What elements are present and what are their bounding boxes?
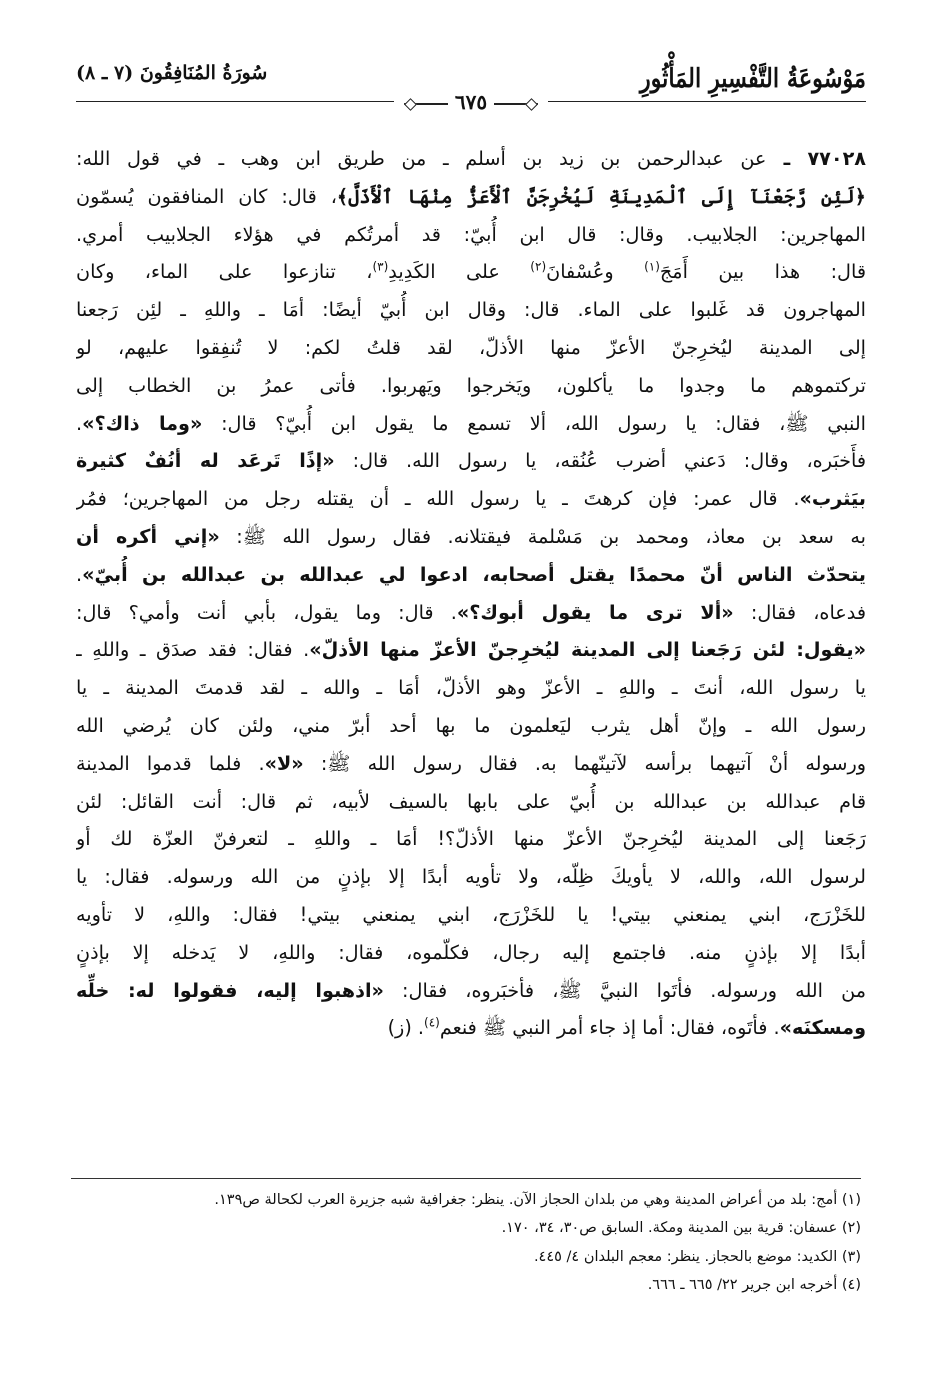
text-span: قال: هذا بين أَمَجَ bbox=[659, 260, 866, 284]
text-span: . bbox=[76, 562, 83, 586]
text-line bbox=[76, 556, 866, 594]
ornament-left bbox=[404, 99, 448, 109]
text-span: . فلما قدموا المدينة bbox=[76, 751, 265, 775]
text-line bbox=[76, 480, 866, 518]
page-number-area bbox=[76, 90, 866, 116]
text-line bbox=[76, 783, 866, 821]
footnote-4: (٤) أخرجه ابن جرير ٢٢/ ٦٦٥ ـ ٦٦٦. bbox=[647, 1277, 861, 1294]
text-line bbox=[76, 253, 866, 291]
text-span: به سعد بن معاذ، ومحمد بن مَسْلمة فيقتلانه. فقال رسول الله ﷺ: bbox=[219, 524, 866, 548]
text-span: ورسوله أنْ آتيهما برأسه لآتينّهما به. فقال رسول الله ﷺ: bbox=[303, 751, 866, 775]
text-span: رسول الله ـ وإنّ أهل يثرب ليَعلمون ما بها أحد أبرّ مني، ولئن كان يُرضي الله bbox=[76, 713, 866, 737]
prophet-quote: «ألا ترى ما يقول أبوك؟» bbox=[456, 600, 734, 624]
footnote-ref: (١) bbox=[644, 260, 660, 274]
main-text bbox=[76, 140, 866, 1047]
text-line bbox=[76, 896, 866, 934]
text-line bbox=[76, 216, 866, 254]
footnote-ref: (٤) bbox=[424, 1015, 440, 1030]
text-span: إلى المدينة ليُخرِجنّ الأعزّ منها الأذلّ، لقد قلتُ لكم: لا تُنفِقوا عليهم، لو bbox=[76, 335, 866, 359]
footnotes bbox=[71, 1186, 861, 1300]
text-span: عن عبدالرحمن بن زيد بن أسلم ـ من طريق ابن وهب ـ في قول الله: bbox=[76, 147, 767, 170]
page-number: ٦٧٥ bbox=[454, 90, 488, 114]
text-span: . قال عمر: فإن كرهتَ ـ يا رسول الله ـ أن يقتله رجل من المهاجرين؛ فمُر bbox=[76, 487, 800, 511]
text-span: المهاجرون قد غَلبوا على الماء. قال: وقال ابن أُبيّ أيضًا: أمَا ـ واللهِ ـ لئِن رَجعنا bbox=[76, 298, 866, 322]
ornament-right bbox=[494, 99, 538, 109]
text-line bbox=[76, 518, 866, 556]
text-span: لرسول الله، والله، لا يأويكَ ظِلّه، ولا تأويه أبدًا إلا بإذنٍ من الله ورسوله. فقال: يا bbox=[76, 865, 866, 889]
prophet-quote: يتحدّث الناس أنّ محمدًا يقتل أصحابه، ادعوا لي عبدالله بن عبدالله بن أُبيّ» bbox=[82, 562, 866, 586]
prophet-quote: بيَثرب» bbox=[799, 487, 866, 511]
quran-verse: ﴿لَئِن رَّجَعْنَآ إِلَى ٱلْمَدِينَةِ لَيُخْرِجَنَّ ٱلْأَعَزُّ مِنْهَا ٱلْأَذَلَّ﴾ bbox=[336, 184, 866, 208]
text-span: يا رسول الله، أنتَ ـ واللهِ ـ الأعزّ وهو الأذلّ، أمَا ـ والله ـ لقد قدمتَ المدينة ـ يا bbox=[76, 676, 866, 700]
text-span: رَجَعنا إلى المدينة ليُخرِجنّ الأعزّ منها الأذلّ؟! أمَا ـ واللهِ ـ لتعرفنّ العزّة لك أو bbox=[76, 827, 866, 851]
footnote-ref: (٣) bbox=[372, 260, 389, 274]
text-span: من الله ورسوله. فأتَوا النبيَّ ﷺ، فأخبَروه، فقال: bbox=[383, 978, 866, 1002]
prophet-quote: «لا» bbox=[264, 751, 304, 775]
text-span: فأَخبَره، وقال: دَعني أضرب عُنُقه، يا رسول الله. قال: bbox=[334, 449, 866, 473]
text-span: . bbox=[76, 411, 83, 435]
footnote-3: (٣) الكديد: موضع بالحجاز. ينظر: معجم البلدان ٤/ ٤٤٥. bbox=[533, 1248, 861, 1265]
text-line bbox=[76, 669, 866, 707]
page-number-box bbox=[394, 90, 548, 114]
text-line bbox=[76, 178, 866, 216]
text-line bbox=[76, 140, 866, 178]
prophet-quote: ومسكنَه» bbox=[779, 1016, 866, 1040]
text-line bbox=[76, 1009, 866, 1047]
text-span: . فقال: فقد صدَق ـ واللهِ ـ bbox=[76, 638, 310, 662]
text-line bbox=[76, 858, 866, 896]
text-line bbox=[76, 934, 866, 972]
hadith-number: ٧٧٠٢٨ ـ bbox=[766, 147, 866, 170]
text-line bbox=[76, 745, 866, 783]
text-span: للخَزْرَج، ابني يمنعني بيتي! يا للخَزْرَج، ابني يمنعني بيتي! فقال: واللهِ، لا تأويه bbox=[76, 902, 866, 926]
book-title-logo: مَوْسُوعَةُ التَّفْسِيرِ المَأْثُورِ bbox=[639, 64, 866, 94]
text-span: المهاجرين: الجلابيب. وقال: قال ابن أُبيّ: قد أمرتُكم في هؤلاء الجلابيب أمري. bbox=[76, 222, 866, 246]
prophet-quote: «وما ذاك؟» bbox=[82, 411, 203, 435]
prophet-quote: «يقول: لئن رَجَعنا إلى المدينة ليُخرِجنّ الأعزّ منها الأذلّ» bbox=[309, 638, 866, 662]
text-span: تركتموهم ما وجدوا ما يأكلون، ويَخرجوا ويَهربوا. فأتى عمرُ بن الخطاب إلى bbox=[76, 373, 866, 397]
text-line bbox=[76, 329, 866, 367]
text-span: أبدًا إلا بإذنٍ منه. فاجتمع إليه رجال، فكلّموه، فقال: واللهِ، لا يَدخله إلا بإذنٍ bbox=[76, 940, 866, 964]
footnote-1: (١) أمج: بلد من أعراض المدينة وهي من بلدان الحجاز الآن. ينظر: جغرافية شبه جزيرة العرب لكحالة ص١٣٩. bbox=[214, 1192, 861, 1208]
text-line bbox=[76, 594, 866, 632]
footnote-rule bbox=[71, 1178, 861, 1179]
prophet-quote: «اذهبوا إليه، فقولوا له: خلِّه bbox=[76, 978, 384, 1002]
text-span: على الكَدِيدِ bbox=[388, 260, 531, 284]
surah-reference: سُورَةُ المُنَافِقُونَ (٧ ـ ٨) bbox=[76, 62, 268, 84]
page-header bbox=[76, 56, 866, 112]
footnote-2: (٢) عسفان: قرية بين المدينة ومكة. السابق ص٣٠، ٣٤، ١٧٠. bbox=[501, 1220, 861, 1237]
prophet-quote: «إني أكره أن bbox=[76, 524, 220, 548]
text-line bbox=[76, 405, 866, 443]
text-line bbox=[76, 291, 866, 329]
text-line bbox=[76, 820, 866, 858]
text-span: فدعاه، فقال: bbox=[733, 600, 866, 624]
text-span: وعُسْفانَ bbox=[546, 260, 645, 284]
footnote-ref: (٢) bbox=[530, 260, 547, 274]
text-line bbox=[76, 442, 866, 480]
text-span: قام عبدالله بن عبدالله بن أُبيّ على بابها بالسيف لأبيه، ثم قال: أنت القائل: لئن bbox=[76, 789, 866, 813]
text-line bbox=[76, 707, 866, 745]
text-span: . فأتَوه، فقال: أما إذ جاء أمر النبي ﷺ فنعم bbox=[439, 1016, 780, 1040]
text-span: النبي ﷺ، فقال: يا رسول الله، ألا تسمع ما يقول ابن أُبيّ؟ قال: bbox=[202, 411, 866, 435]
text-span: ، تنازعوا على الماء، وكان bbox=[76, 260, 373, 284]
text-span: . (ز) bbox=[387, 1016, 424, 1040]
text-span: ، قال: كان المنافقون يُسمّون bbox=[76, 184, 337, 208]
text-span: . قال: وما يقول، بأبي أنت وأمي؟ قال: bbox=[76, 600, 457, 624]
text-line bbox=[76, 631, 866, 669]
prophet-quote: «إذًا تَرعَد له أنُفٌ كثيرة bbox=[76, 449, 335, 473]
text-line bbox=[76, 972, 866, 1010]
text-line bbox=[76, 367, 866, 405]
